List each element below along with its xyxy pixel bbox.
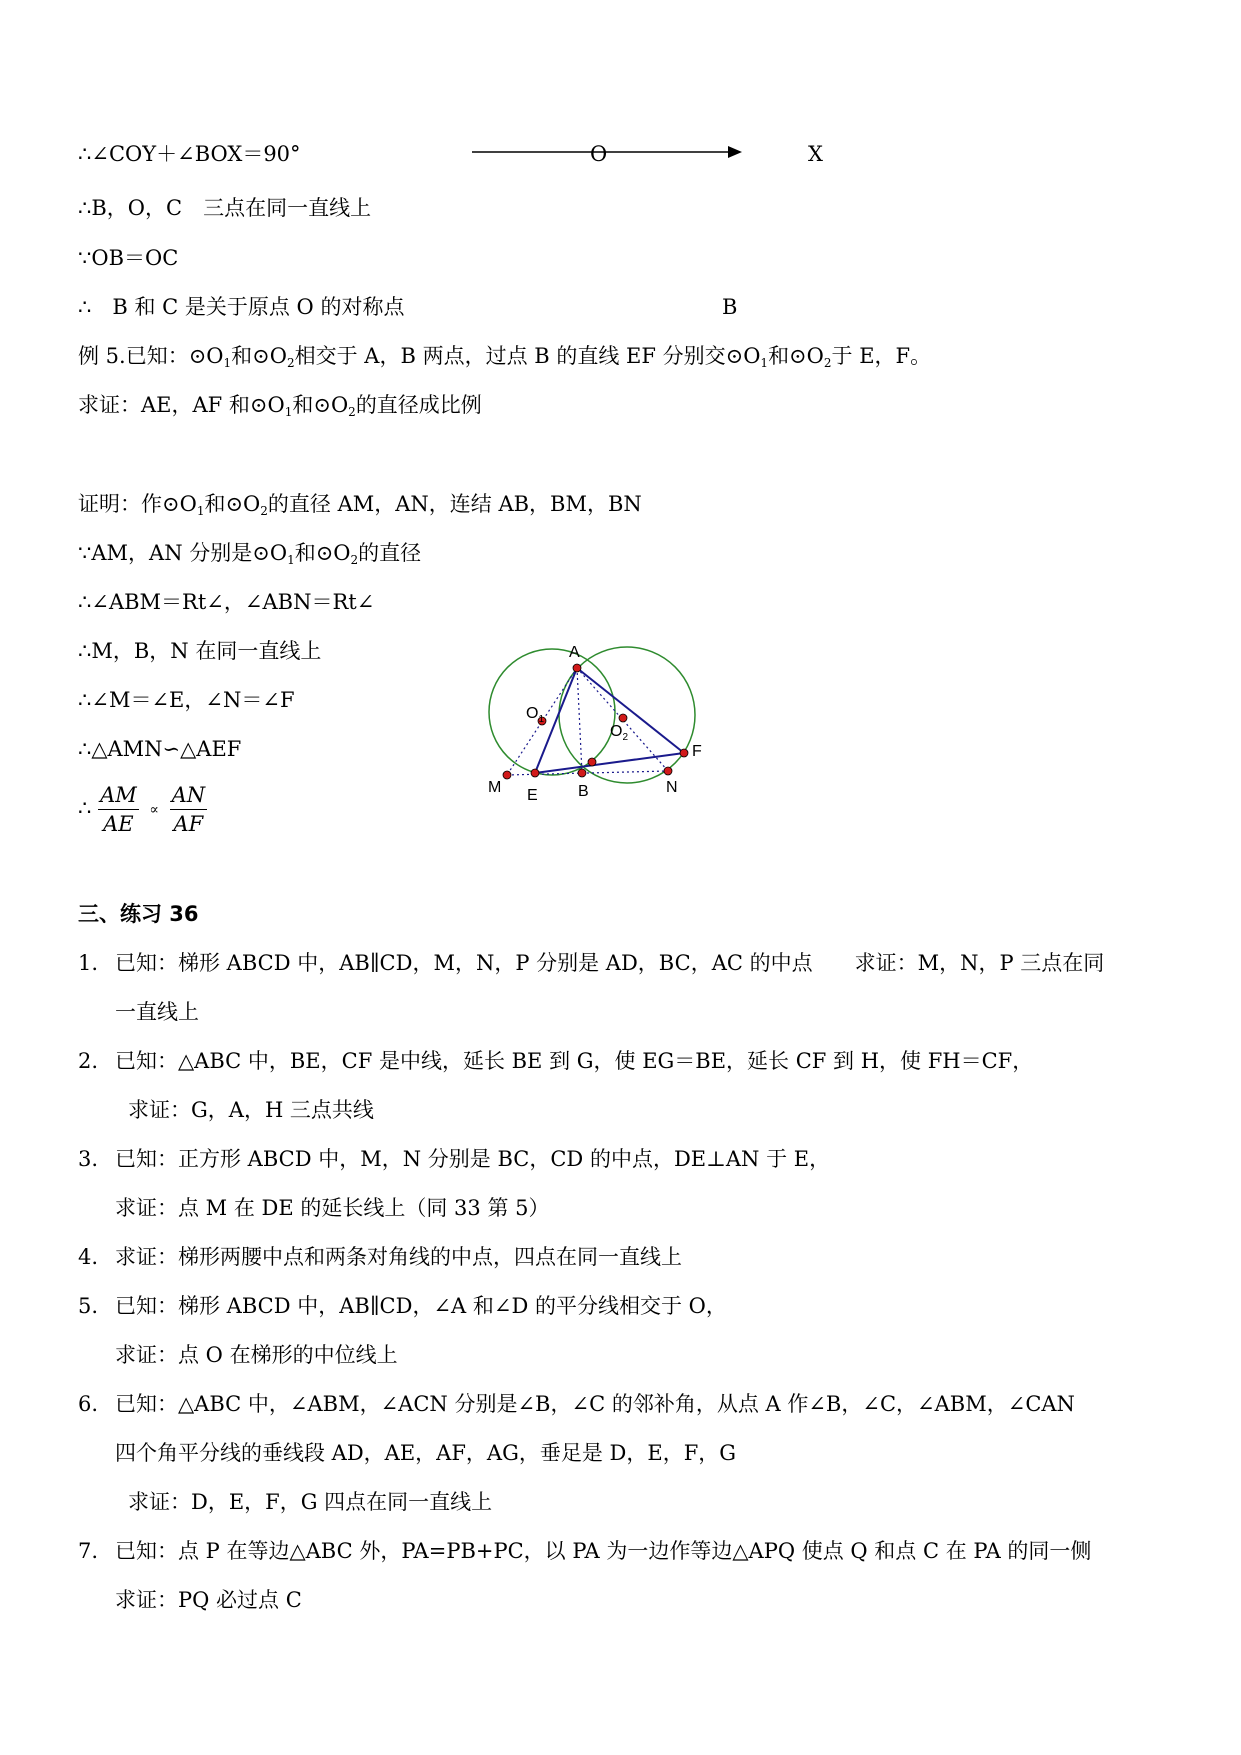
point-a [573, 664, 581, 672]
exercise-6-line-2: 四个角平分线的垂线段 AD，AE，AF，AG，垂足是 D，E，F，G [115, 1441, 737, 1465]
exercise-7-line-1: 已知：点 P 在等边△ABC 外，PA=PB+PC，以 PA 为一边作等边△APQ 使点 Q 和点 C 在 PA 的同一侧 [115, 1539, 1092, 1563]
proof-step-ratio: ∴ $\frac{AM}{AE}$ ∝ $\frac{AN}{AF}$ [78, 778, 207, 840]
segment-ab [577, 668, 582, 773]
exercise-7-number: 7. [78, 1539, 99, 1563]
axis-label-o: O [590, 142, 608, 166]
proof-step-construct: 证明：作$⊙O_1$和$⊙O_2$的直径 AM，AN，连结 AB，BM，BN [78, 492, 642, 518]
label-a: A [569, 644, 580, 661]
proportional-symbol: ∝ [149, 801, 159, 818]
circle-o1 [489, 649, 615, 775]
proof-step-equal-angles: ∴∠M＝∠E，∠N＝∠F [78, 688, 295, 712]
label-n: N [666, 779, 678, 796]
proof-line-symmetric: ∴ B 和 C 是关于原点 O 的对称点 [78, 295, 405, 319]
proof-step-similar: ∴△AMN∽△AEF [78, 737, 242, 761]
exercise-1-line-1: 已知：梯形 ABCD 中，AB∥CD，M，N，P 分别是 AD，BC，AC 的中点 求证：M，N，P 三点在同 [115, 951, 1105, 975]
point-n [664, 767, 672, 775]
proof-step-right-angles: ∴∠ABM＝Rt∠，∠ABN＝Rt∠ [78, 590, 375, 614]
exercise-6-number: 6. [78, 1392, 99, 1416]
proof-step-mbn-collinear: ∴M，B，N 在同一直线上 [78, 639, 322, 663]
segment-af [577, 668, 684, 753]
exercise-5-line-1: 已知：梯形 ABCD 中，AB∥CD，∠A 和∠D 的平分线相交于 O， [115, 1294, 727, 1318]
exercise-7-line-2: 求证：PQ 必过点 C [115, 1588, 302, 1612]
fraction-am-ae: $\frac{AM}{AE}$ [100, 783, 137, 836]
label-f: F [692, 743, 702, 760]
exercise-3-line-2: 求证：点 M 在 DE 的延长线上（同 33 第 5） [115, 1196, 550, 1220]
label-e: E [527, 787, 538, 804]
axis-label-b: B [722, 295, 738, 319]
exercise-5-number: 5. [78, 1294, 99, 1318]
point-b2 [588, 758, 596, 766]
proof-line-angle-sum: ∴∠COY＋∠BOX＝90° [78, 142, 301, 166]
label-o1: $O_1$ [526, 705, 545, 725]
exercise-4-number: 4. [78, 1245, 99, 1269]
axis-arrow [470, 140, 750, 164]
exercise-1-number: 1. [78, 951, 99, 975]
label-m: M [488, 779, 502, 796]
point-o2 [619, 714, 627, 722]
exercise-2-line-2: 求证：G，A，H 三点共线 [128, 1098, 374, 1122]
exercise-1-line-2: 一直线上 [115, 1000, 199, 1024]
exercise-5-line-2: 求证：点 O 在梯形的中位线上 [115, 1343, 398, 1367]
axis-label-x: X [808, 142, 823, 166]
proof-line-collinear: ∴B，O，C 三点在同一直线上 [78, 196, 372, 220]
example-5-given: 例 5.已知：$⊙O_1$和$⊙O_2$相交于 A，B 两点，过点 B 的直线 EF 分别交$⊙O_1$和$⊙O_2$于 E，F。 [78, 344, 932, 370]
point-f [680, 749, 688, 757]
geometry-figure [470, 640, 710, 815]
point-e [531, 769, 539, 777]
exercise-4-line-1: 求证：梯形两腰中点和两条对角线的中点，四点在同一直线上 [115, 1245, 682, 1269]
point-b [578, 769, 586, 777]
label-b: B [578, 783, 589, 800]
proof-step-diameters: ∵AM，AN 分别是$⊙O_1$和$⊙O_2$的直径 [78, 541, 422, 567]
exercise-3-number: 3. [78, 1147, 99, 1171]
segment-ef [535, 753, 684, 773]
exercise-2-number: 2. [78, 1049, 99, 1073]
section-heading: 三、练习 36 [78, 902, 199, 926]
proof-line-ob-oc: ∵OB＝OC [78, 246, 179, 270]
exercise-3-line-1: 已知：正方形 ABCD 中，M，N 分别是 BC，CD 的中点，DE⊥AN 于 E， [115, 1147, 831, 1171]
fraction-an-af: $\frac{AN}{AF}$ [171, 783, 206, 836]
exercise-2-line-1: 已知：△ABC 中，BE，CF 是中线，延长 BE 到 G，使 EG＝BE，延长 CF 到 H，使 FH＝CF， [115, 1049, 1034, 1073]
example-5-prove: 求证：AE，AF 和$⊙O_1$和$⊙O_2$的直径成比例 [78, 393, 482, 419]
point-m [503, 771, 511, 779]
label-o2: $O_2$ [610, 723, 629, 743]
exercise-6-line-1: 已知：△ABC 中，∠ABM，∠ACN 分别是∠B，∠C 的邻补角，从点 A 作∠B，∠C，∠ABM，∠CAN [115, 1392, 1075, 1416]
exercise-6-line-3: 求证：D，E，F，G 四点在同一直线上 [128, 1490, 493, 1514]
